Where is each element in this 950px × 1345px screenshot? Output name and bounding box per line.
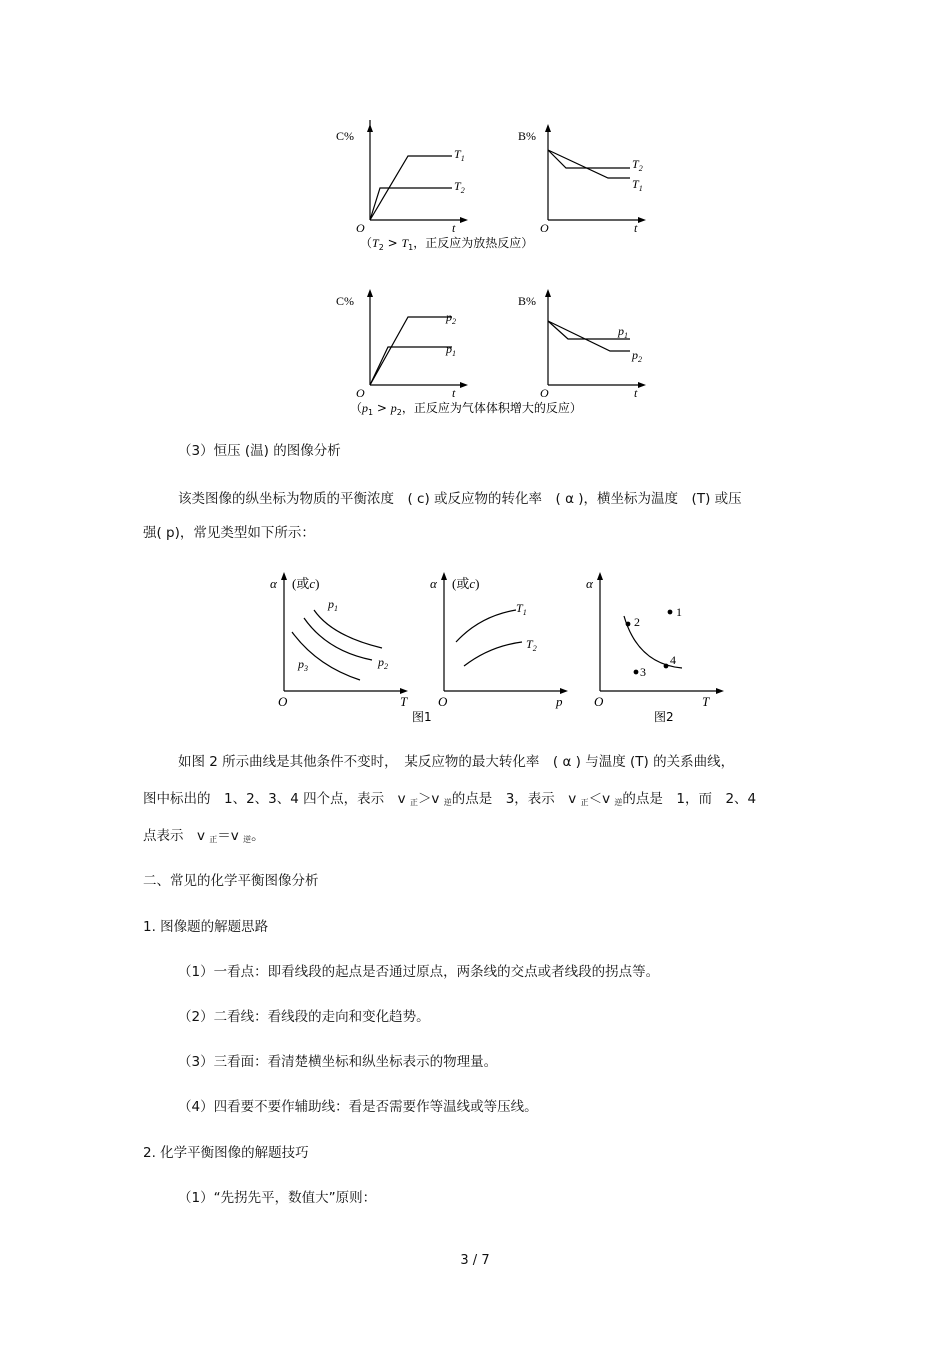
y-axis-arrow [545,289,551,297]
x-label: t [634,221,638,235]
origin-label: O [540,386,549,400]
y-axis-arrow [281,572,287,580]
item-heading-approach: 1. 图像题的解题思路 [143,919,269,935]
figure-caption-2: 图2 [654,710,674,724]
x-label: t [452,386,456,400]
x-label: t [452,221,456,235]
curve-p2 [370,317,452,385]
y-label-or-c: (或c) [452,576,480,591]
x-axis-arrow [460,382,468,388]
x-axis-arrow [460,217,468,223]
origin-label: O [594,694,604,709]
item-heading-techniques: 2. 化学平衡图像的解题技巧 [143,1145,309,1161]
x-axis-arrow [716,688,724,694]
y-label-alpha: α [270,576,277,591]
svg-text:（T2 > T1，正反应为放热反应）: （$T_2 > T_1$，正反应为放热反应） [360,236,534,252]
rule-1: （1）“先拐先平，数值大”原则： [178,1190,377,1206]
caption-pressure [350,398,670,418]
x-label: T [702,694,710,709]
curve-label-p3: $p_3$ [298,657,308,673]
origin-label: O [438,694,448,709]
graph-b-percent-temperature [512,120,662,240]
y-label-alpha: α [586,576,593,591]
y-axis-arrow [367,289,373,297]
point-label-1: 1 [676,605,682,619]
line-label-p2: $p_2$ [632,348,642,364]
curve-p1 [314,610,382,648]
point-2 [626,622,631,627]
figure2-paragraph-line3: 点表示 v $_正$＝v $_逆$。 [143,828,265,844]
curve-label-p1: $p_1$ [328,597,338,613]
curve-p1 [370,347,452,385]
curve-p3 [292,632,360,680]
point-4 [664,664,669,669]
line-label-t2: $T_2$ [454,179,465,195]
y-label: B% [518,129,536,143]
figure2-paragraph-line1: 如图 2 所示曲线是其他条件不变时， 某反应物的最大转化率 ( α ) 与温度 (T) 的关系曲线， [178,754,735,770]
curve-label-t2: $T_2$ [526,637,537,653]
svg-text:（p1 > p2，正反应为气体体积增大的反应）: （$p_1 > p_2$，正反应为气体体积增大的反应） [350,401,582,417]
curve-t1 [456,610,516,642]
point-1 [668,610,673,615]
curve-t1 [548,150,630,178]
x-label: T [400,694,408,709]
graph-pressure-temperature [422,566,582,726]
y-label: B% [518,294,536,308]
origin-label: O [278,694,288,709]
line-label-p2: $p_2$ [446,310,456,326]
origin-label: O [356,386,365,400]
section-heading-3: （3）恒压 (温) 的图像分析 [178,443,341,459]
point-label-2: 2 [634,615,640,629]
curve-t2 [464,642,522,666]
x-label: p [556,694,563,709]
figure2-paragraph-line2: 图中标出的 1、2、3、4 四个点，表示 v $_正$＞v $_逆$的点是 3，表示 v $_正$＜v $_逆$的点是 1，而 2、4 [143,791,757,807]
line-label-p1: $p_1$ [446,342,456,358]
x-label: t [634,386,638,400]
step-4-auxiliary: （4）四看要不要作辅助线：看是否需要作等温线或等压线。 [178,1099,538,1115]
graph-c-percent-temperature [330,120,480,240]
origin-label: O [540,221,549,235]
y-label-or-c: (或c) [292,576,320,591]
graph-figure-2 [578,566,738,726]
figure-caption-1: 图1 [412,710,432,724]
step-2-lines: （2）二看线：看线段的走向和变化趋势。 [178,1009,430,1025]
x-axis-arrow [638,217,646,223]
graph-c-percent-pressure [330,285,480,405]
graph-b-percent-pressure [512,285,662,405]
x-axis-arrow [638,382,646,388]
curve-p2 [304,618,372,660]
intro-paragraph-line2: 强( p)，常见类型如下所示： [143,525,315,541]
point-3 [634,670,639,675]
caption-temperature [360,233,640,253]
line-label-t1: $T_1$ [632,177,643,193]
curve-label-p2: $p_2$ [378,655,388,671]
line-label-t1: $T_1$ [454,147,465,163]
y-axis-arrow [545,124,551,132]
origin-label: O [356,221,365,235]
section-heading-common-graphs: 二、常见的化学平衡图像分析 [143,873,319,889]
y-label-alpha: α [430,576,437,591]
intro-paragraph-line1: 该类图像的纵坐标为物质的平衡浓度 ( c) 或反应物的转化率 ( α )，横坐标为温度 (T) 或压 [178,491,742,507]
curve-label-t1: $T_1$ [516,601,527,617]
y-label: C% [336,294,354,308]
page-number: 3 / 7 [460,1253,490,1268]
y-axis-arrow [441,572,447,580]
line-label-t2: $T_2$ [632,157,643,173]
point-label-3: 3 [640,665,646,679]
line-label-p1: $p_1$ [618,324,628,340]
y-axis-arrow [597,572,603,580]
curve-t2 [548,150,630,168]
y-label: C% [336,129,354,143]
curve-t2 [370,188,452,220]
step-1-points: （1）一看点：即看线段的起点是否通过原点，两条线的交点或者线段的拐点等。 [178,964,660,980]
step-3-axes: （3）三看面：看清楚横坐标和纵坐标表示的物理量。 [178,1054,498,1070]
point-label-4: 4 [670,653,676,667]
graph-figure-1 [262,566,432,726]
